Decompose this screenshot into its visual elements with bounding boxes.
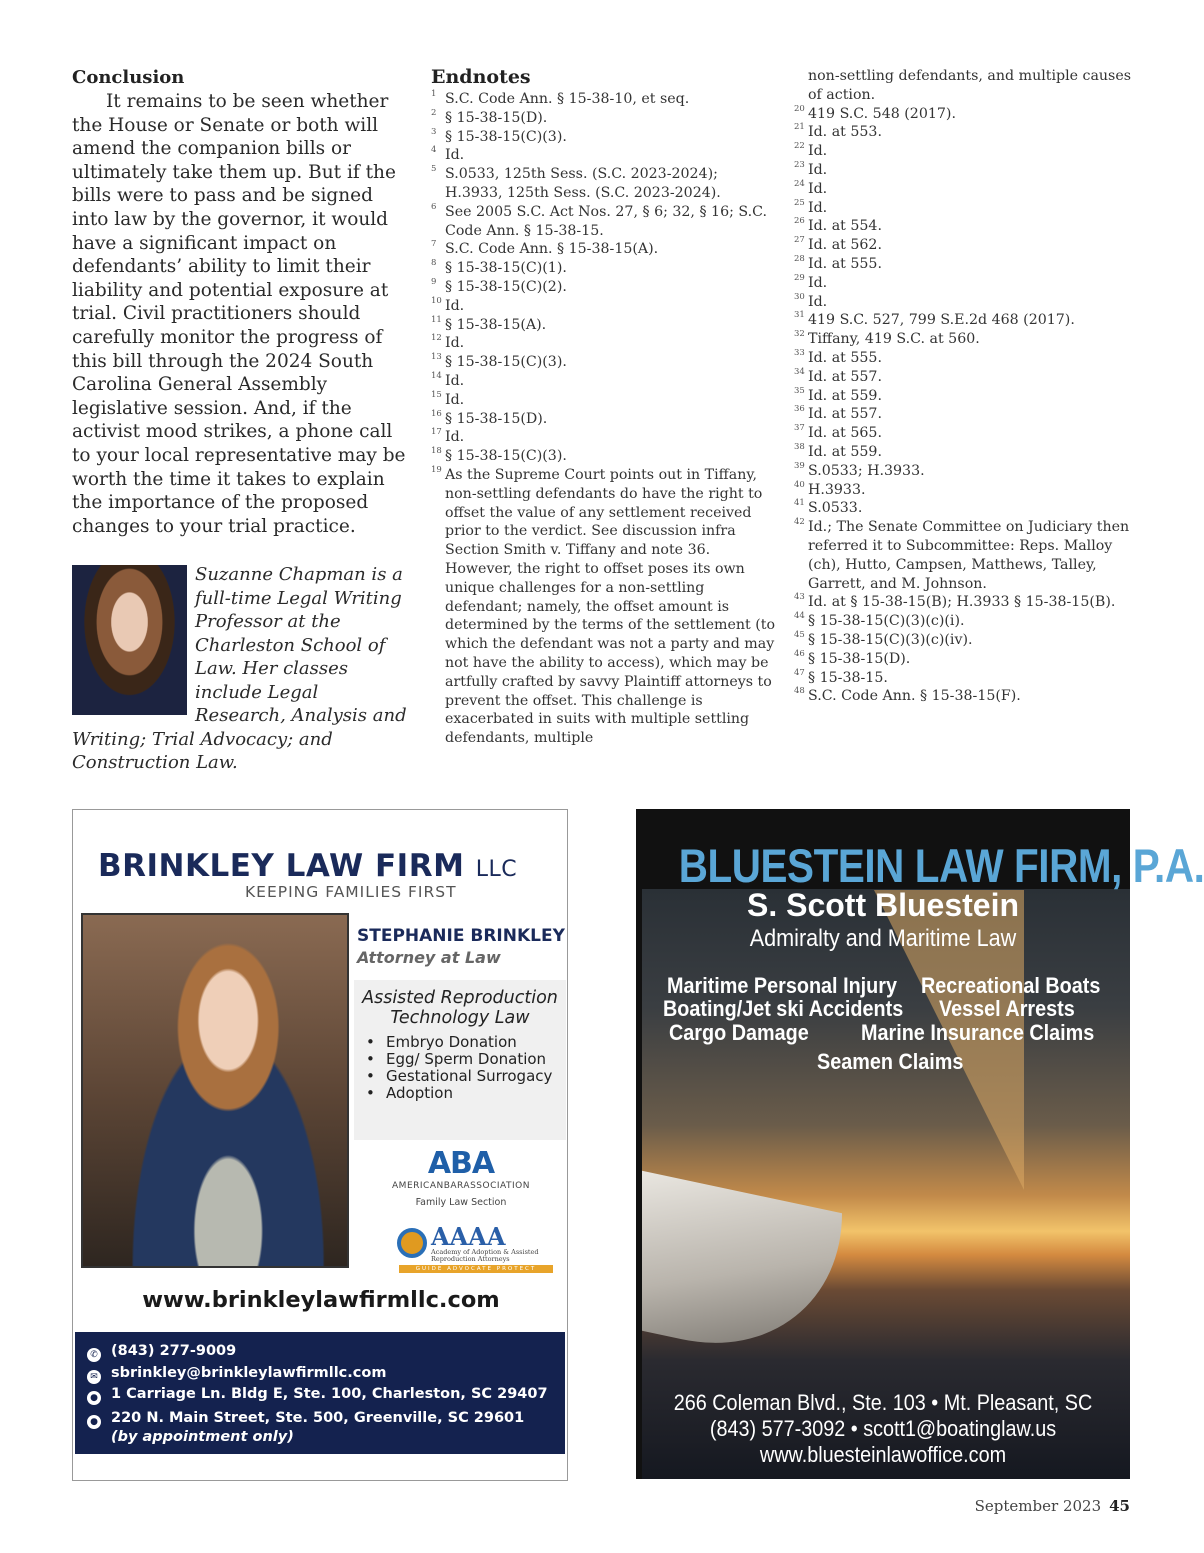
page-footer xyxy=(975,1497,1130,1515)
endnote xyxy=(794,330,1134,349)
endnote-text: § 15-38-15(C)(3)(c)(iv). xyxy=(808,631,973,648)
endnote-number: 4 xyxy=(431,145,437,156)
practice-box xyxy=(354,980,566,1140)
endnote xyxy=(794,687,1134,706)
endnote xyxy=(794,631,1134,650)
author-bio-text: Suzanne Chapman is a full-time Legal Writing Professor at the Charleston School of Law. Her classes include Legal Research, Analysis and Writing; Trial Advocacy; and Construction Law. xyxy=(72,564,407,773)
endnote-number: 15 xyxy=(431,389,442,400)
endnote-text: Id. at 559. xyxy=(808,387,882,404)
endnote-text: See 2005 S.C. Act Nos. 27, § 6; 32, § 16; S.C. Code Ann. § 15-38-15. xyxy=(445,203,767,239)
endnote xyxy=(431,410,776,429)
endnote-number: 2 xyxy=(431,107,437,118)
practice-item: • Egg/ Sperm Donation xyxy=(366,1051,566,1068)
endnote xyxy=(431,146,776,165)
endnote xyxy=(794,217,1134,236)
endnote-text: 419 S.C. 548 (2017). xyxy=(808,105,956,122)
endnotes-column-a xyxy=(431,90,776,748)
endnote xyxy=(794,105,1134,124)
endnote xyxy=(794,669,1134,688)
endnote xyxy=(431,165,776,203)
bluestein-phone-email: (843) 577-3092 • scott1@boatinglaw.us xyxy=(709,1416,1057,1441)
aaaa-logo: AAAA Academy of Adoption & Assisted Reproduction Attorneys GUIDE ADVOCATE PROTECT xyxy=(397,1222,557,1274)
practice-item: • Adoption xyxy=(366,1085,566,1102)
brinkley-contacts: ✆ (843) 277-9009 ✉ sbrinkley@brinkleylawfirmllc.com ● 1 Carriage Ln. Bldg E, Ste. 100, Charleston, SC 29407 ● 220 N. Main Street, Ste. 500, Greenville, SC 29601 (by appointment only) xyxy=(87,1341,548,1445)
endnote-text: H.3933. xyxy=(808,481,866,498)
bluestein-specialty: Admiralty and Maritime Law xyxy=(749,925,1017,952)
endnote xyxy=(794,236,1134,255)
endnote-number: 23 xyxy=(794,159,805,170)
endnote-text: Id. xyxy=(808,143,828,160)
endnote-text: Id. at 562. xyxy=(808,237,882,254)
practice-item: • Gestational Surrogacy xyxy=(366,1068,566,1085)
endnote-number: 39 xyxy=(794,460,805,471)
endnote-text: Id. at 555. xyxy=(808,349,882,366)
endnote-text: § 15-38-15(D). xyxy=(445,410,548,427)
practice-item: • Embryo Donation xyxy=(366,1034,566,1051)
service-item: Seamen Claims xyxy=(817,1049,964,1074)
endnote-number: 24 xyxy=(794,178,805,189)
endnote xyxy=(794,462,1134,481)
brinkley-ad xyxy=(72,809,568,1481)
endnote-text: Id. at 557. xyxy=(808,406,882,423)
page-number: 45 xyxy=(1109,1497,1130,1515)
endnote-number: 35 xyxy=(794,385,805,396)
service-item: Boating/Jet ski Accidents xyxy=(663,996,904,1021)
endnote xyxy=(794,255,1134,274)
endnote-text: S.C. Code Ann. § 15-38-10, et seq. xyxy=(445,91,690,107)
endnote-text: S.0533. xyxy=(808,500,863,517)
endnote-number: 19 xyxy=(431,464,442,475)
endnote-number: 12 xyxy=(431,333,442,344)
service-item: Cargo Damage xyxy=(669,1020,809,1045)
endnote-number: 25 xyxy=(794,197,805,208)
endnote xyxy=(794,612,1134,631)
aba-logo: ABA AMERICANBARASSOCIATION Family Law Section xyxy=(392,1146,530,1208)
endnote xyxy=(794,274,1134,293)
brinkley-firm-name: BRINKLEY LAW FIRM LLC xyxy=(98,848,518,884)
endnote xyxy=(431,316,776,335)
endnote xyxy=(794,142,1134,161)
endnote-text: S.C. Code Ann. § 15-38-15(A). xyxy=(445,241,659,258)
endnote xyxy=(431,334,776,353)
endnote-text: Id. xyxy=(808,274,828,291)
endnote-continuation: non-settling defendants, and multiple causes of action. xyxy=(808,68,1132,103)
endnote-text: Id. at 557. xyxy=(808,368,882,385)
endnote-number: 8 xyxy=(431,258,437,269)
issue-date: September 2023 xyxy=(974,1497,1102,1515)
endnote-number: 46 xyxy=(794,648,805,659)
endnote xyxy=(794,161,1134,180)
email-icon: ✉ xyxy=(87,1370,101,1384)
endnotes-heading: Endnotes xyxy=(431,66,531,88)
endnote-number: 27 xyxy=(794,235,805,246)
endnote xyxy=(431,372,776,391)
endnote-text: § 15-38-15. xyxy=(808,669,888,686)
endnote-number: 9 xyxy=(431,276,437,287)
bluestein-attorney: S. Scott Bluestein xyxy=(746,887,1020,923)
endnote xyxy=(431,128,776,147)
endnote-number: 45 xyxy=(794,629,805,640)
service-item: Recreational Boats xyxy=(921,973,1101,998)
endnote-text: S.0533; H.3933. xyxy=(808,462,925,479)
endnote xyxy=(431,391,776,410)
endnote-number: 17 xyxy=(431,427,442,438)
endnote-text: § 15-38-15(D). xyxy=(808,650,911,667)
aaaa-emblem-icon xyxy=(397,1228,427,1258)
endnote xyxy=(794,123,1134,142)
endnote-number: 14 xyxy=(431,370,442,381)
endnote xyxy=(431,278,776,297)
endnote-text: § 15-38-15(C)(1). xyxy=(445,260,567,277)
endnote xyxy=(794,499,1134,518)
endnote-number: 34 xyxy=(794,366,805,377)
endnote-text: As the Supreme Court points out in Tiffany, non-settling defendants do have the right to offset the value of any settlement received prior to the verdict. See discussion infra Section Smith v. Tiffany and note 36. However, the right to offset poses its own unique challenges for a non-settling defendant; namely, the offset amount is determined by the terms of the settlement (to which the defendant was not a party and may not have the ability to access), which may be artfully crafted by savvy Plaintiff attorneys to prevent the offset. This challenge is exacerbated in suits with multiple settling defendants, multiple xyxy=(445,466,775,747)
endnote xyxy=(431,240,776,259)
endnote-number: 48 xyxy=(794,686,805,697)
endnote xyxy=(794,518,1134,593)
location-pin-icon: ● xyxy=(87,1415,101,1429)
endnote-number: 28 xyxy=(794,253,805,264)
endnote-text: Id. xyxy=(445,297,465,314)
endnote-number: 44 xyxy=(794,611,805,622)
endnote xyxy=(794,405,1134,424)
endnote xyxy=(794,650,1134,669)
service-item: Marine Insurance Claims xyxy=(861,1020,1095,1045)
phone-icon: ✆ xyxy=(87,1348,101,1362)
endnote xyxy=(794,481,1134,500)
endnote-number: 6 xyxy=(431,201,437,212)
endnote-text: Id. at § 15-38-15(B); H.3933 § 15-38-15(B). xyxy=(808,594,1116,611)
endnote xyxy=(794,311,1134,330)
endnote xyxy=(794,368,1134,387)
endnote xyxy=(431,259,776,278)
endnote-number: 10 xyxy=(431,295,442,306)
endnote-number: 37 xyxy=(794,423,805,434)
endnote-text: Id. xyxy=(808,180,828,197)
endnote xyxy=(431,428,776,447)
endnote-number: 41 xyxy=(794,498,805,509)
endnote-number: 16 xyxy=(431,408,442,419)
endnote-text: Id. at 565. xyxy=(808,425,882,442)
endnote-number: 18 xyxy=(431,446,442,457)
bluestein-address: 266 Coleman Blvd., Ste. 103 • Mt. Pleasant, SC xyxy=(673,1390,1093,1415)
endnote xyxy=(431,353,776,372)
attorney-role: Attorney at Law xyxy=(357,948,501,967)
endnote-number: 11 xyxy=(431,314,442,325)
endnote-number: 38 xyxy=(794,441,805,452)
endnote xyxy=(431,109,776,128)
location-pin-icon: ● xyxy=(87,1391,101,1405)
service-item: Maritime Personal Injury xyxy=(667,973,897,998)
endnote xyxy=(794,424,1134,443)
endnote-text: Tiffany, 419 S.C. at 560. xyxy=(808,331,980,348)
endnote-number: 47 xyxy=(794,667,805,678)
endnote-text: Id. at 554. xyxy=(808,218,882,235)
endnote-number: 30 xyxy=(794,291,805,302)
endnote-text: § 15-38-15(C)(3). xyxy=(445,128,567,145)
endnote-text: § 15-38-15(C)(3)(c)(i). xyxy=(808,613,965,630)
endnote-text: § 15-38-15(C)(3). xyxy=(445,354,567,371)
endnote-number: 1 xyxy=(431,89,437,99)
endnote-number: 42 xyxy=(794,517,805,528)
endnote-text: Id. xyxy=(445,372,465,389)
service-item: Vessel Arrests xyxy=(939,996,1075,1021)
endnote-number: 36 xyxy=(794,404,805,415)
endnote xyxy=(431,447,776,466)
endnote xyxy=(794,293,1134,312)
endnote-number: 26 xyxy=(794,216,805,227)
brinkley-website: www.brinkleylawfirmllc.com xyxy=(142,1287,500,1313)
endnote-text: § 15-38-15(C)(2). xyxy=(445,278,567,295)
author-photo xyxy=(72,565,187,715)
endnote-text: Id. xyxy=(445,391,465,408)
endnote-number: 43 xyxy=(794,592,805,603)
endnote-number: 20 xyxy=(794,103,805,114)
endnote-number: 31 xyxy=(794,310,805,321)
endnote-text: Id.; The Senate Committee on Judiciary then referred it to Subcommittee: Reps. Malloy (ch), Hutto, Campsen, Matthews, Talley, Garrett, and M. Johnson. xyxy=(808,519,1130,592)
endnote-text: S.0533, 125th Sess. (S.C. 2023-2024); H.3933, 125th Sess. (S.C. 2023-2024). xyxy=(445,166,721,201)
brinkley-tagline: KEEPING FAMILIES FIRST xyxy=(245,883,457,901)
endnote-text: § 15-38-15(D). xyxy=(445,109,548,126)
endnote-text: § 15-38-15(A). xyxy=(445,316,547,333)
endnote-number: 5 xyxy=(431,164,437,175)
endnote-number: 3 xyxy=(431,126,437,137)
endnote xyxy=(794,443,1134,462)
endnote xyxy=(431,297,776,316)
endnote-text: Id. xyxy=(445,429,465,446)
endnote-number: 13 xyxy=(431,352,442,363)
endnote-text: Id. at 555. xyxy=(808,255,882,272)
endnote-number: 22 xyxy=(794,141,805,152)
conclusion-text: It remains to be seen whether the House or Senate or both will amend the companion bills or ultimately take them up. But if the bills were to pass and be signed into law by the governor, it would have a significant impact on defendants’ ability to limit their liability and potential exposure at trial. Civil practitioners should carefully monitor the progress of this bill through the 2024 South Carolina General Assembly legislative session. And, if the activist mood strikes, a phone call to your local representative may be worth the time it takes to explain the importance of the proposed changes to your trial practice. xyxy=(72,91,406,537)
endnote xyxy=(431,203,776,241)
endnote xyxy=(794,387,1134,406)
endnote-text: Id. at 559. xyxy=(808,443,882,460)
conclusion-section xyxy=(72,66,412,538)
endnote-text: Id. xyxy=(445,147,465,164)
endnote xyxy=(794,180,1134,199)
endnote xyxy=(431,466,776,748)
author-bio xyxy=(72,563,412,775)
endnote xyxy=(794,593,1134,612)
endnote-number: 29 xyxy=(794,272,805,283)
endnote-text: Id. xyxy=(808,293,828,310)
endnote xyxy=(794,349,1134,368)
endnote-text: Id. at 553. xyxy=(808,124,882,141)
bluestein-website: www.bluesteinlawoffice.com xyxy=(759,1442,1007,1467)
endnote-text: § 15-38-15(C)(3). xyxy=(445,448,567,465)
attorney-portrait xyxy=(81,913,349,1268)
conclusion-heading: Conclusion xyxy=(72,67,185,88)
endnote xyxy=(794,199,1134,218)
bluestein-firm-name: BLUESTEIN LAW FIRM, P.A. xyxy=(678,839,1204,892)
endnote-number: 7 xyxy=(431,239,437,250)
practice-title: Assisted Reproduction Technology Law xyxy=(362,988,558,1028)
endnote-text: Id. xyxy=(808,161,828,178)
endnote-number: 40 xyxy=(794,479,805,490)
practice-list xyxy=(366,1034,566,1102)
endnote xyxy=(431,90,776,109)
attorney-name: STEPHANIE BRINKLEY xyxy=(357,926,565,946)
endnote-text: Id. xyxy=(445,335,465,352)
endnotes-column-b xyxy=(794,67,1134,706)
bluestein-ad xyxy=(636,809,1204,1479)
endnote-number: 32 xyxy=(794,329,805,340)
endnote-text: Id. xyxy=(808,199,828,216)
endnote-text: S.C. Code Ann. § 15-38-15(F). xyxy=(808,688,1021,705)
endnote-text: 419 S.C. 527, 799 S.E.2d 468 (2017). xyxy=(808,312,1075,329)
endnote-number: 33 xyxy=(794,347,805,358)
endnote-number: 21 xyxy=(794,122,805,133)
